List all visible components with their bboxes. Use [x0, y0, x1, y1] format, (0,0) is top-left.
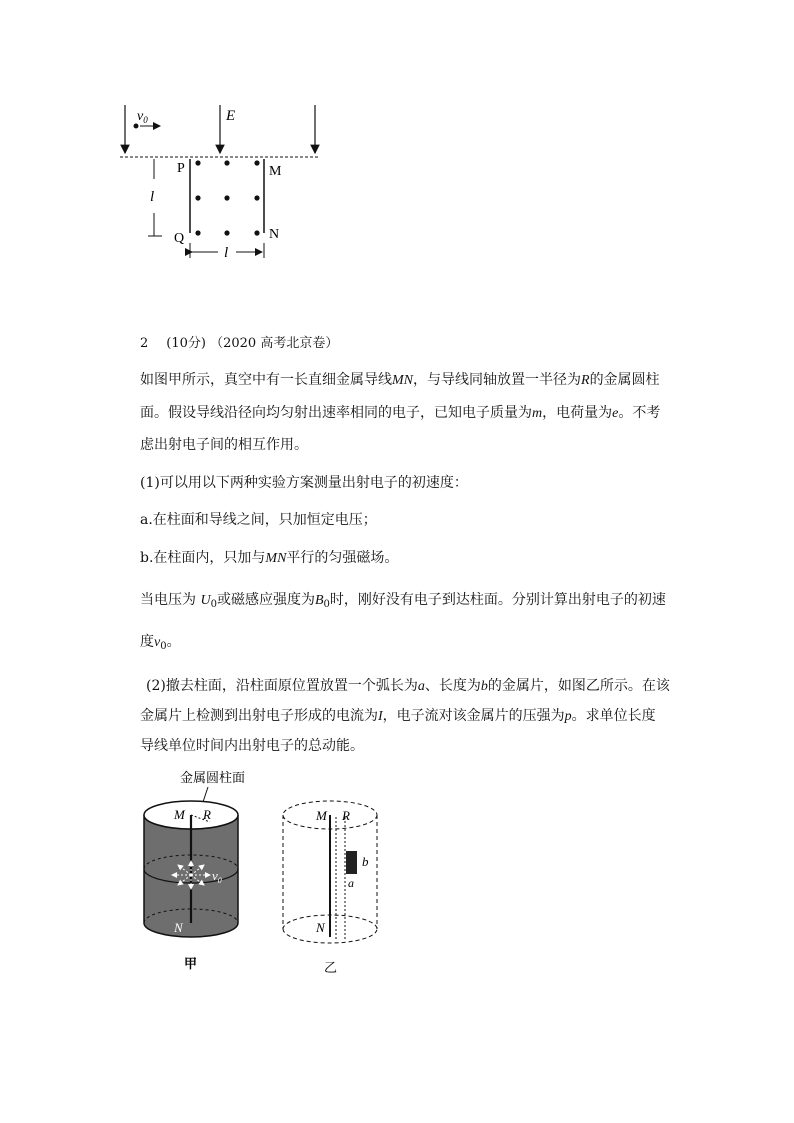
- question-1-condition: 当电压为 $U_0$或磁感应强度为$B_0$时，刚好没有电子到达柱面。分别计算出射电子的初速: [140, 592, 666, 610]
- cylinder-jia: [144, 801, 238, 937]
- field-arrows: [125, 105, 315, 153]
- problem-header: [140, 332, 338, 351]
- yi-caption: 乙: [324, 960, 338, 975]
- paragraph-line-3: 虑出射电子间的相互作用。: [140, 437, 308, 453]
- question-2-line-1: (2)撤去柱面，沿柱面原位置放置一个弧长为a、长度为b的金属片，如图乙所示。在该: [146, 678, 670, 694]
- jia-label-m: M: [174, 807, 185, 822]
- caption-metal-cylinder: 金属圆柱面: [180, 770, 246, 785]
- question-2-line-2: 金属片上检测到出射电子形成的电流为I，电子流对该金属片的压强为p。求单位长度: [140, 708, 656, 724]
- paragraph-line-2: 面。假设导线沿径向均匀射出速率相同的电子，已知电子质量为m，电荷量为e。不考: [140, 405, 661, 421]
- velocity-label: $v_0$: [137, 109, 148, 125]
- dimension-label-bottom: l: [224, 245, 229, 261]
- jia-label-v0: $v_0$: [212, 868, 222, 885]
- field-region-figure: [110, 95, 340, 270]
- question-1: (1)可以用以下两种实验方案测量出射电子的初速度：: [140, 475, 468, 491]
- question-1-end: 度$v_0$。: [140, 634, 181, 652]
- yi-label-n: N: [316, 920, 325, 935]
- jia-label-r: R: [203, 807, 211, 822]
- dimension-label-left: l: [150, 189, 155, 205]
- label-p: P: [177, 161, 185, 176]
- yi-label-b: b: [362, 854, 369, 869]
- label-m: M: [269, 164, 282, 179]
- option-b: b.在柱面内，只加与MN平行的匀强磁场。: [140, 550, 399, 566]
- label-q: Q: [174, 231, 185, 246]
- option-a: a.在柱面和导线之间，只加恒定电压；: [140, 512, 377, 528]
- electron-dot: [134, 124, 139, 129]
- cylinder-figures: [130, 765, 400, 980]
- yi-label-a: a: [348, 876, 354, 890]
- label-n: N: [269, 227, 280, 242]
- paragraph-line-1: 如图甲所示，真空中有一长直细金属导线MN，与导线同轴放置一半径为R的金属圆柱: [140, 372, 660, 388]
- jia-caption: 甲: [184, 956, 198, 971]
- field-label-e: E: [226, 108, 236, 124]
- yi-label-m: M: [316, 808, 327, 823]
- question-2-line-3: 导线单位时间内出射电子的总动能。: [140, 738, 364, 754]
- jia-label-n: N: [174, 920, 183, 935]
- magnetic-field-dots: [195, 160, 259, 235]
- problem-meta: (10分) （2020 高考北京卷）: [166, 336, 339, 351]
- problem-number: 2: [140, 336, 149, 351]
- yi-label-r: R: [342, 808, 350, 823]
- metal-plate: [346, 851, 357, 874]
